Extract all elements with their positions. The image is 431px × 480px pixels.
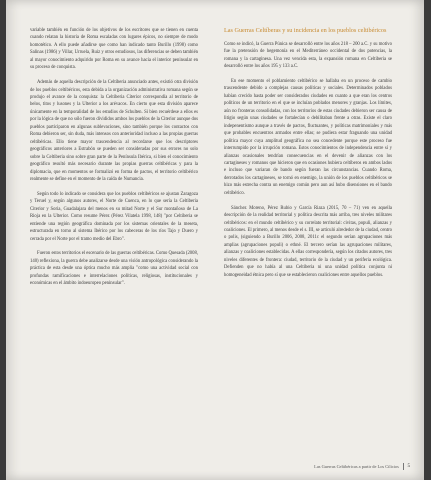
paragraph: Fueron estos territorios el escenario de las guerras celtibéricas. Como Quesada (2008, 140) reflexiona, la guerra debe analizarse desde una visión antropológica considerando la práctica de esta desde una óptica mucho más amplia "como una actividad social con profundas ramificaciones e interrelaciones políticas, religiosas, institucionales y económicas en el ámbito indoeuropeo peninsular". — [30, 251, 198, 287]
page-footer — [274, 462, 410, 471]
paragraph: Sánchez Moreno, Pérez Rubio y García Riaza (2015, 70 – 71) ven en aquella descripción de la realidad territorial y política descrita más arriba, tres niveles militares celtibéricos: en el mundo celtibérico y su correlato territorial: civitas, populi, alianzas y coaliciones. El primero, al menos desde el s. III, se articuló alrededor de la ciudad, centro o polis, (siguiendo a Burillo 2006, 2008, 2011c el segundo serían agrupaciones más amplias (agrupaciones populi) o ethné. El tercero serían las agrupaciones militares, alianzas y coaliciones establecidas. A ellas correspondería, según los citados autores, tres niveles diferentes de frontera: ciudad, territorio de la ciudad y un periferia ecológica. Defienden que no había al una Celtiberia ni una unidad política conjunta ni homogeneidad étnica pero sí que se establecieron coaliciones entre aquellos pueblos. — [224, 205, 392, 278]
paragraph: En ese momento el poblamiento celtibérico se hallaba en un proceso de cambio trascendente debido a complejas causas políticas y sociales. Determinados poblados habían crecido hasta poder ser considerados ciudades en cuanto a que eran los centros políticos de un territorio en el que se incluían poblados menores y granjas. Los límites, aún no fronteras consolidadas, con los territorios de estas ciudades debieron ser causa de litigio según unas ciudades se fortalecían o debilitaban frente a otras. Existe el claro indepenentismo aunque a través de pactos, fluctuantes, y políticas matrimoniales y más que probables encuentros armados entre ellas; se pudiera estar fraguando una unidad política mayor cuya amplitud geográfica no sea concedente porque este proceso fue interrumpido por la irrupción romana. Estos conocimientos de independencia entre sí y alianzas ocasionales tendrían consecuencias en el devenir de alianzas con los cartagineses y romanos que hicieron que en ocasiones hubiera celtíberos en ambos lados e incluso que variaran de bando según fueran las circunstancias. Cuando Roma, derrotados los cartagineses, se tornó en enemigo, la unión de los pueblos celtibéricos se hizo más estrecha contra un enemigo común pero aun así hubo disensiones en el bando celtibérico. — [224, 79, 392, 196]
page-number: 5 — [407, 464, 410, 469]
running-title: Las Guerras Celtibéricas a partir de Los Cilicios — [314, 464, 399, 469]
left-column — [30, 27, 198, 288]
section-title: Las Guerras Celtíberas y su incidencia en los pueblos celtibéricos — [224, 27, 387, 34]
paragraph: Además de aquella descripción de la Celtiberia anunciado antes, existió otra división de los pueblos celtibéricos, esta debida a la organización administrativa romana según se produjo el avance de la conquista: la Celtiberia Citerior correspondía al territorio de belos, titos y lusones y la Ulterior a los arévacos. En cierto que esta división aparece únicamente en la temporalidad de los estudios de Schulten. Si bien recuérdese a ellos es por la lógica de que no sólo fueron divididos ambos los pueblos de la Citerior aunque dos pueblos participaron en algunas sublevaciones, sino también porque los contactos con Roma debieron ser, sin duda, más intensos con anterioridad incluso a las propias guerras celtibéricas. Ello tiene mayor trascendencia al recordarse que los descriptores geográficos anteriores a Estrabón se pueden ser consideradas por sus errores no solo sobre la Celtiberia sino sobre gran parte de la Península Ibérica, si bien el conocimiento geográfico resultó más necesario durante las propias guerras celtibéricas y para la diplomacia, que en momentos se formalizó en forma de pactos, el territorio celtibérico realmente se define en el momento de la caída de Numancia. — [30, 80, 198, 182]
document-page — [6, 0, 424, 480]
right-column — [224, 27, 392, 279]
paragraph: Según todo lo indicado se considera que los pueblos celtibéricos se ajustan Zaragoza y Teruel y, según algunos autores, el Norte de Cuenca, en lo que sería la Celtiberia Citerior y Soria, Guadalajara del menos en su mitad Norte y el Sur montañoso de La Rioja en la Ulterior. Como resume Pérez (Pérez Vilatela 1998, 148) "por Celtiberia se entiende una región geográfica dominada por los sistemas orientales de la meseta, estructurada en torno al sistema Ibérico por los cabeceras de los ríos Tajo y Duero y cerrada por el Norte por el tramo medio del Ebro". — [30, 191, 198, 242]
footer-divider — [403, 463, 404, 470]
paragraph: Como se indicó, la Guerra Púnica se desarrolló entre los años 218 – 200 a.C. y su motivo fue la pretensión de hegemonía en el Mediterráneo occidental de dos potencias, la romana y la cartaginesa. Una vez vencida esta, la expansión romana en Celtiberia se desarrolló entre los años 195 y 133 a.C. — [224, 41, 392, 70]
paragraph: variable también en función de los objetivos de los escritores que se tienen en cuenta cuando relatan la historia de Roma escaladas con lugares épicos, no siempre de modo homotético. A ello puede añadirse que como han indicado tanto Burillo (1998) como Salinas (1986) y Villar, Urruela, Ruiz y otros estudiosos, las diferencias se deben también al mayor conocimiento adquirido por Roma en su avance hacia el interior peninsular en su proceso de conquista. — [30, 28, 198, 71]
